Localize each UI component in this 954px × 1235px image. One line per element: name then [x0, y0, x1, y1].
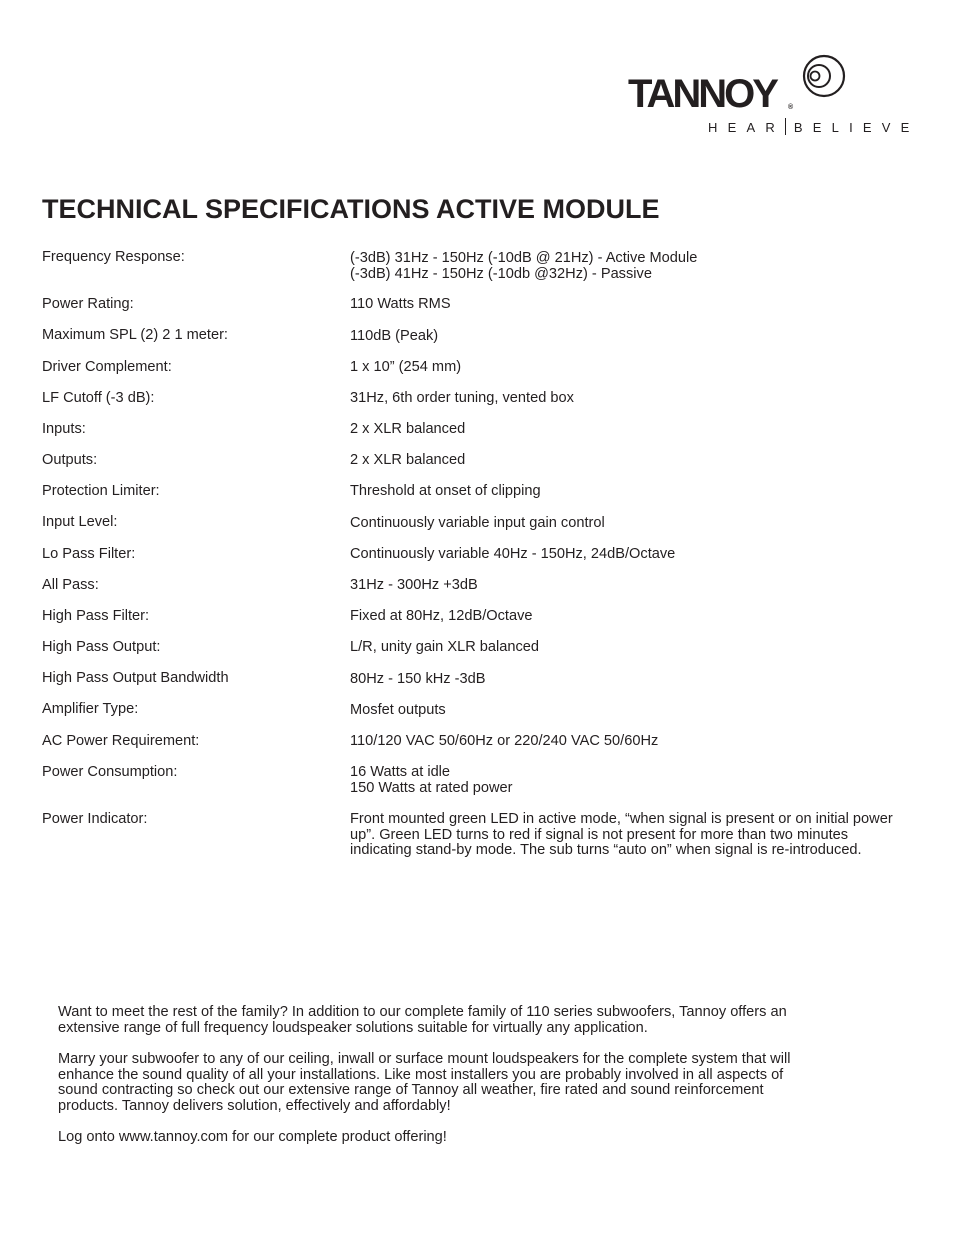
- spec-label: Amplifier Type:: [42, 701, 139, 717]
- spec-label: Power Consumption:: [42, 764, 178, 780]
- registered-mark: ®: [788, 104, 794, 111]
- spec-value: 110/120 VAC 50/60Hz or 220/240 VAC 50/60Hz: [350, 733, 659, 749]
- footer-paragraph-family: Want to meet the rest of the family? In addition to our complete family of 110 series subwoofers, Tannoy offers an extensive range of full frequency loudspeaker solutions suitable for virtually any application.: [58, 1004, 787, 1036]
- spec-value: 16 Watts at idle 150 Watts at rated power: [350, 764, 513, 796]
- spec-value: 110 Watts RMS: [350, 296, 451, 312]
- spec-value: 110dB (Peak): [350, 328, 439, 344]
- spec-value: (-3dB) 31Hz - 150Hz (-10dB @ 21Hz) - Active Module (-3dB) 41Hz - 150Hz (-10db @32Hz) - Passive: [350, 250, 698, 282]
- spec-value: 2 x XLR balanced: [350, 421, 466, 437]
- spec-label: Maximum SPL (2) 2 1 meter:: [42, 327, 228, 343]
- logo-rings-icon: [802, 52, 850, 100]
- spec-value: 1 x 10” (254 mm): [350, 359, 462, 375]
- page-title: TECHNICAL SPECIFICATIONS ACTIVE MODULE: [42, 194, 660, 224]
- footer-paragraph-website: Log onto www.tannoy.com for our complete product offering!: [58, 1129, 447, 1145]
- spec-value: Mosfet outputs: [350, 702, 446, 718]
- spec-label: High Pass Output Bandwidth: [42, 670, 229, 686]
- footer-paragraph-marry: Marry your subwoofer to any of our ceiling, inwall or surface mount loudspeakers for the complete system that will enhance the sound quality of all your installations. Like most installers you are probably involved in all aspects of sound contracting so check out our extensive range of Tannoy all weather, fire rated and sound reinforcement products. Tannoy delivers solution, effectively and affordably!: [58, 1051, 791, 1114]
- tagline-divider: [785, 118, 786, 135]
- spec-value: 31Hz, 6th order tuning, vented box: [350, 390, 574, 406]
- spec-label: Power Indicator:: [42, 811, 148, 827]
- spec-label: Inputs:: [42, 421, 86, 437]
- spec-label: Outputs:: [42, 452, 98, 468]
- spec-value: 80Hz - 150 kHz -3dB: [350, 671, 486, 687]
- spec-label: Input Level:: [42, 514, 118, 530]
- spec-label: Protection Limiter:: [42, 483, 160, 499]
- tannoy-logo: [626, 52, 920, 142]
- spec-value: Continuously variable input gain control: [350, 515, 605, 531]
- spec-value: L/R, unity gain XLR balanced: [350, 639, 540, 655]
- spec-value: 2 x XLR balanced: [350, 452, 466, 468]
- spec-value: Threshold at onset of clipping: [350, 483, 541, 499]
- logo-tagline: [708, 118, 920, 135]
- spec-label: LF Cutoff (-3 dB):: [42, 390, 155, 406]
- logo-wordmark: TANNOY: [628, 72, 776, 116]
- spec-label: Lo Pass Filter:: [42, 546, 136, 562]
- spec-value: 31Hz - 300Hz +3dB: [350, 577, 478, 593]
- spec-label: High Pass Filter:: [42, 608, 150, 624]
- tagline-hear: HEAR: [708, 120, 785, 135]
- spec-label: AC Power Requirement:: [42, 733, 200, 749]
- tagline-believe: BELIEVE: [793, 120, 920, 135]
- spec-value: Fixed at 80Hz, 12dB/Octave: [350, 608, 533, 624]
- spec-label: All Pass:: [42, 577, 99, 593]
- spec-label: Driver Complement:: [42, 359, 172, 375]
- spec-label: Power Rating:: [42, 296, 134, 312]
- spec-value: Continuously variable 40Hz - 150Hz, 24dB/Octave: [350, 546, 676, 562]
- spec-label: High Pass Output:: [42, 639, 161, 655]
- spec-value: Front mounted green LED in active mode, “when signal is present or on initial power up”. Green LED turns to red if signal is not present for more than two minutes indicating stand-by mode. The sub turns “auto on” when signal is re-introduced.: [350, 811, 893, 859]
- spec-label: Frequency Response:: [42, 249, 185, 265]
